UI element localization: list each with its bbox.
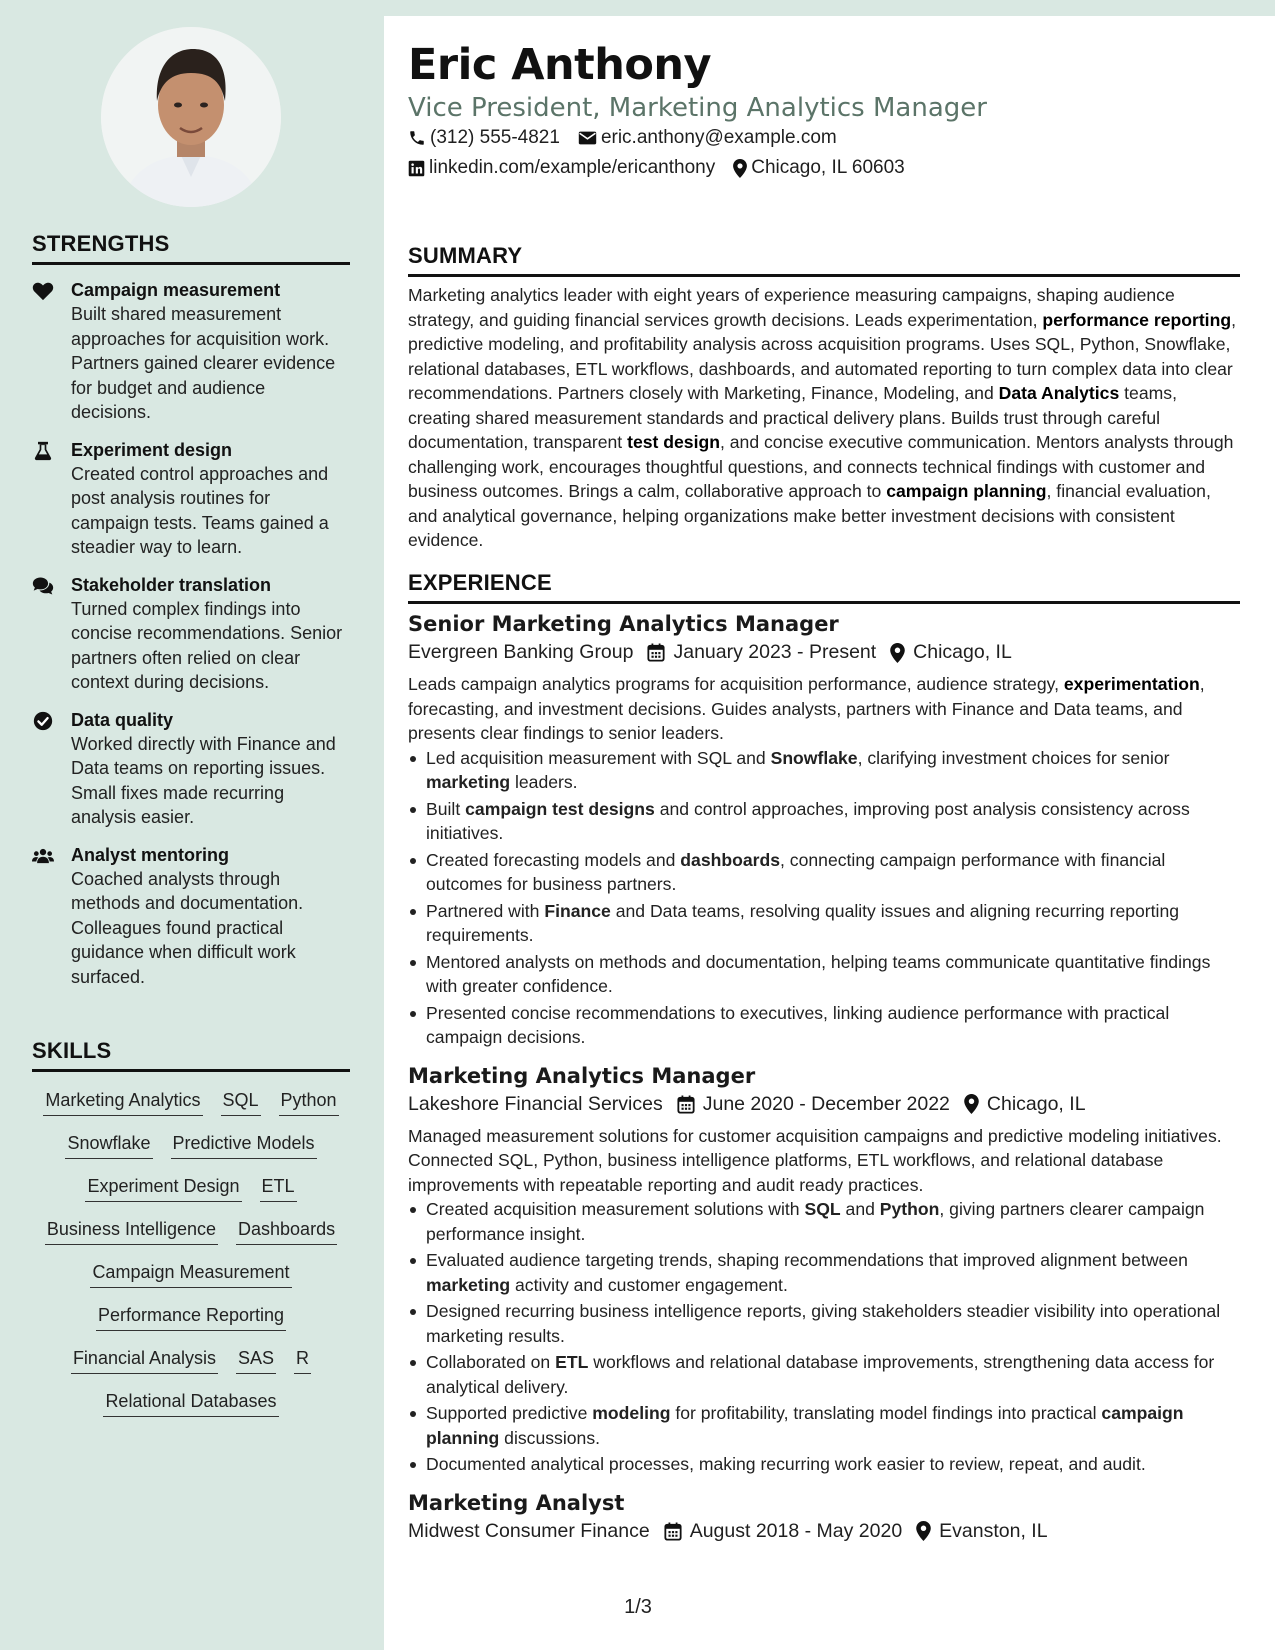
skill-tag: Snowflake [65,1131,152,1159]
skill-tag: Python [279,1088,339,1116]
skills-section [32,1038,350,1417]
skill-tag: SQL [221,1088,261,1116]
strength-desc: Created control approaches and post analysis routines for campaign tests. Teams gained a steadier way to learn. [71,463,329,557]
bold-keyword: campaign planning [426,1403,1184,1448]
strength-title: Analyst mentoring [71,844,230,865]
list-item: Partnered with Finance and Data teams, resolving quality issues and aligning recurring reporting requirements. [408,899,1240,948]
job-company: Lakeshore Financial Services [408,1092,663,1115]
bold-keyword: Snowflake [770,747,858,768]
phone-item [408,127,560,149]
linkedin-link[interactable]: linkedin.com/example/ericanthony [429,157,716,178]
job-summary: Leads campaign analytics programs for acquisition performance, audience strategy, experimentation, forecasting, and investment decisions. Guides analysts, partners with Finance and Data teams, and presents clear findings to senior leaders. [408,674,1205,743]
flask-icon [32,441,54,461]
list-item: Evaluated audience targeting trends, shaping recommendations that improved alignment between marketing activity and customer engagement. [408,1248,1240,1297]
job-list [408,612,1240,1543]
calendar-icon [664,1522,682,1541]
location-item [733,157,905,179]
list-item: Created forecasting models and dashboards, connecting campaign performance with financial outcomes for business partners. [408,848,1240,897]
strength-title: Experiment design [71,439,233,460]
bold-keyword: test design [627,432,720,452]
list-item: Collaborated on ETL workflows and relational database improvements, strengthening data access for analytical delivery. [408,1350,1240,1399]
skill-tag: Experiment Design [85,1174,241,1202]
job-bullets [408,746,1240,1050]
skill-tag: Financial Analysis [71,1346,218,1374]
bold-keyword: performance reporting [1042,309,1232,330]
job-summary: Managed measurement solutions for customer acquisition campaigns and predictive modeling initiatives. Connected SQL, Python, business intelligence platforms, ETL workflows, and relational database improvements with repeatable reporting and audit ready practices. [408,1125,1222,1195]
list-item: Led acquisition measurement with SQL and Snowflake, clarifying investment choices for senior marketing leaders. [408,746,1240,795]
job-meta [408,1093,1240,1116]
job-entry [408,612,1240,1050]
check-circle-icon [32,711,54,731]
job-location-item [964,1093,1086,1116]
job-meta [408,1520,1240,1543]
experience-section [408,570,1240,1557]
bold-keyword: modeling [592,1403,671,1423]
skill-tag: Dashboards [236,1217,337,1245]
page-number: 1/3 [624,1596,652,1618]
list-item: Designed recurring business intelligence reports, giving stakeholders steadier visibility into operational marketing results. [408,1299,1240,1348]
bold-keyword: experimentation [1063,674,1200,694]
job-title: Marketing Analyst [408,1490,625,1515]
list-item: Mentored analysts on methods and documentation, helping teams communicate quantitative findings with greater confidence. [408,950,1240,999]
map-pin-icon [964,1094,979,1114]
bold-keyword: campaign planning [886,481,1047,501]
job-dates: January 2023 - Present [673,641,877,663]
skill-tag: ETL [260,1174,297,1202]
job-location: Chicago, IL [913,641,1012,663]
job-company: Evergreen Banking Group [408,641,634,663]
skill-tag: Predictive Models [171,1131,317,1159]
strength-desc: Worked directly with Finance and Data teams on reporting issues. Small fixes made recurring analysis easier. [71,733,336,827]
skills-title: SKILLS [32,1038,112,1063]
job-location-item [890,641,1012,664]
bold-keyword: marketing [426,1274,511,1295]
list-item: Presented concise recommendations to executives, linking audience performance with practical campaign decisions. [408,1001,1240,1050]
skills-rule [32,1069,350,1072]
job-location-item [916,1520,1047,1543]
contact-row-2 [408,157,923,179]
linkedin-icon [408,160,425,177]
skill-tag: R [294,1346,311,1374]
job-title: Senior Marketing Analytics Manager [408,612,839,636]
job-dates-item [664,1520,902,1543]
list-item: Created acquisition measurement solutions with SQL and Python, giving partners clearer campaign performance insight. [408,1197,1240,1246]
strength-item [32,573,350,695]
strength-item [32,278,350,425]
strength-title: Stakeholder translation [71,574,272,595]
linkedin-item [408,157,715,179]
phone-icon [408,129,426,147]
summary-title: SUMMARY [408,243,523,268]
list-item: Documented analytical processes, making recurring work easier to review, repeat, and audit. [408,1452,1240,1477]
email-link[interactable]: eric.anthony@example.com [600,127,837,148]
bold-keyword: campaign test designs [465,798,655,819]
skill-tag: Performance Reporting [96,1303,286,1331]
profile-photo [101,27,281,207]
strength-item [32,843,350,990]
job-meta [408,641,1240,664]
skills-list [32,1088,350,1417]
contact-row-1 [408,127,855,149]
strength-desc: Built shared measurement approaches for acquisition work. Partners gained clearer evidence for budget and audience decisions. [71,304,336,422]
job-dates: August 2018 - May 2020 [689,1519,903,1542]
list-item: Supported predictive modeling for profitability, translating model findings into practical campaign planning discussions. [408,1401,1240,1450]
strength-item [32,438,350,560]
bold-keyword: Finance [544,900,611,921]
skill-tag: Business Intelligence [45,1217,218,1245]
strengths-rule [32,262,350,265]
map-pin-icon [890,643,905,663]
map-pin-icon [733,159,747,178]
calendar-icon [647,643,665,662]
bold-keyword: ETL [555,1352,589,1372]
calendar-icon [677,1095,695,1114]
job-entry [408,1491,1240,1543]
candidate-name: Eric Anthony [408,40,712,90]
strength-title: Campaign measurement [71,280,281,300]
bold-keyword: Data Analytics [998,383,1120,403]
strengths-title: STRENGTHS [32,231,170,256]
job-title: Marketing Analytics Manager [408,1063,756,1088]
candidate-headline: Vice President, Marketing Analytics Manager [408,93,987,123]
bold-keyword: SQL [804,1199,841,1219]
location-text: Chicago, IL 60603 [751,157,905,178]
job-dates: June 2020 - December 2022 [702,1092,950,1115]
strength-desc: Coached analysts through methods and documentation. Colleagues found practical guidance when difficult work surfaced. [71,868,304,987]
envelope-icon [578,130,597,146]
email-item [578,127,837,149]
skill-tag: SAS [236,1346,276,1374]
strengths-section [32,231,350,1002]
summary-section [408,243,1240,553]
comments-icon [32,576,54,596]
phone-number: (312) 555-4821 [430,127,560,148]
job-location: Chicago, IL [986,1092,1086,1115]
job-bullets [408,1197,1240,1477]
users-icon [32,846,54,866]
skill-tag: Marketing Analytics [43,1088,202,1116]
bold-keyword: marketing [426,772,511,792]
bold-keyword: Python [879,1199,940,1219]
job-location: Evanston, IL [939,1519,1048,1542]
experience-rule [408,601,1240,604]
skill-tag: Relational Databases [103,1389,278,1417]
map-pin-icon [916,1521,931,1541]
heart-icon [32,281,54,301]
strength-title: Data quality [71,709,174,730]
list-item: Built campaign test designs and control approaches, improving post analysis consistency across initiatives. [408,797,1240,846]
job-dates-item [677,1093,950,1116]
job-entry [408,1064,1240,1477]
summary-rule [408,274,1240,277]
strength-item [32,708,350,830]
skill-tag: Campaign Measurement [90,1260,291,1288]
job-dates-item [647,641,876,664]
job-company: Midwest Consumer Finance [408,1519,650,1542]
strength-desc: Turned complex findings into concise recommendations. Senior partners often relied on clear context during decisions. [71,598,343,692]
experience-title: EXPERIENCE [408,570,552,595]
bold-keyword: dashboards [680,849,781,870]
summary-text: Marketing analytics leader with eight years of experience measuring campaigns, shaping audience strategy, and guiding financial services growth decisions. Leads experimentation, performance reporting, predictive modeling, and profitability analysis across acquisition programs. Uses SQL, Python, Snowflake, relational databases, ETL workflows, dashboards, and automated reporting to turn complex data into clear recommendations. Partners closely with Marketing, Finance, Modeling, and Data Analytics teams, creating shared measurement standards and practical delivery plans. Builds trust through careful documentation, transparent test design, and concise executive communication. Mentors analysts through challenging work, encourages thoughtful questions, and connects technical findings with customer and business outcomes. Brings a calm, collaborative approach to campaign planning, financial evaluation, and analytical governance, helping organizations make better investment decisions with consistent evidence. [408,285,1236,550]
